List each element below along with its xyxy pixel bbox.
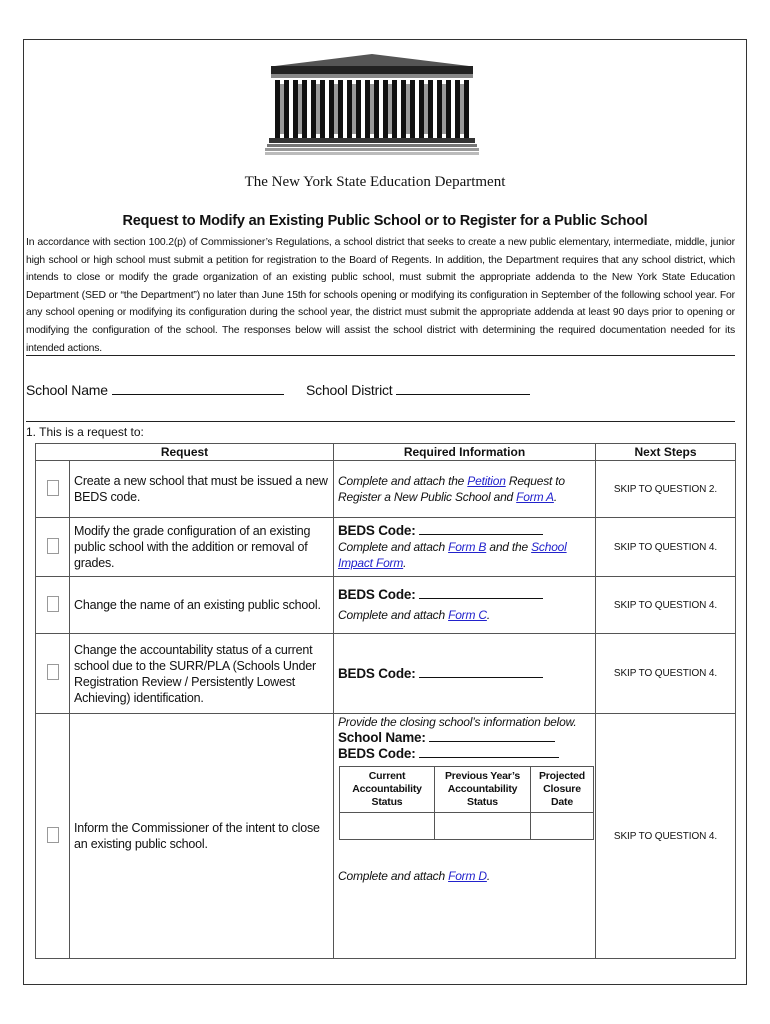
- request-text: Inform the Commissioner of the intent to close an existing public school.: [70, 714, 334, 959]
- request-table: [35, 443, 736, 959]
- intro-paragraph: In accordance with section 100.2(p) of Commissioner’s Regulations, a school district that seeks to create a new public elementary, intermediate, middle, junior high school or high school must submit a petition for registration to the Board of Regents. In addition, the Department requires that any school district, which intends to close or modify the grade organization of an existing public school, must submit the appropriate addenda to the New York State Education Department (SED or “the Department”) no later than June 15th for schools opening or modifying its configuration in September of the following school year. For any school opening or modifying its configuration during the school year, the district must submit the appropriate addenda at least 90 days prior to opening or modifying the configuration of the school. The responses below will assist the school district with determining the required documentation needed for its intended actions.: [26, 237, 735, 354]
- closing-info-instructions: Provide the closing school’s information below.: [338, 715, 577, 729]
- required-info: Provide the closing school’s information below. School Name: BEDS Code: Current Accountability Status Previous Year’s Accountability Status Projected Closure Date Complete and attach Form D.: [334, 714, 596, 959]
- next-step: SKIP TO QUESTION 4.: [596, 518, 736, 577]
- question-1-label: 1. This is a request to:: [26, 425, 144, 439]
- checkbox[interactable]: [47, 538, 59, 554]
- required-info: BEDS Code: Complete and attach Form B and the School Impact Form.: [334, 518, 596, 577]
- beds-code-input[interactable]: [419, 747, 559, 758]
- department-name: The New York State Education Department: [244, 174, 506, 190]
- header-closure-date: Projected Closure Date: [531, 767, 594, 813]
- previous-status-input[interactable]: [435, 813, 531, 840]
- request-text: Create a new school that must be issued a new BEDS code.: [70, 461, 334, 518]
- request-text: Change the name of an existing public school.: [70, 577, 334, 634]
- header-current-status: Current Accountability Status: [340, 767, 435, 813]
- header-required-info: Required Information: [334, 444, 596, 461]
- closing-school-name-input[interactable]: [429, 731, 555, 742]
- required-info: Complete and attach the Petition Request to Register a New Public School and Form A.: [334, 461, 596, 518]
- divider: [26, 421, 735, 422]
- divider: [26, 355, 735, 356]
- next-step: SKIP TO QUESTION 2.: [596, 461, 736, 518]
- table-row: [36, 577, 736, 634]
- required-info: BEDS Code: Complete and attach Form C.: [334, 577, 596, 634]
- form-c-link[interactable]: Form C: [448, 608, 487, 622]
- beds-code-input[interactable]: [419, 524, 543, 535]
- beds-code-label: BEDS Code:: [338, 746, 416, 761]
- header-next-steps: Next Steps: [596, 444, 736, 461]
- table-row: [36, 461, 736, 518]
- request-text: Modify the grade configuration of an existing public school with the addition or removal of grades.: [70, 518, 334, 577]
- checkbox[interactable]: [47, 827, 59, 843]
- school-impact-form-link[interactable]: School Impact Form: [338, 540, 567, 570]
- school-district-label: School District: [306, 382, 393, 398]
- form-a-link[interactable]: Form A: [516, 490, 554, 504]
- request-text: Change the accountability status of a current school due to the SURR/PLA (Schools Under Registration Review / Persistently Lowest Achieving) identification.: [70, 634, 334, 714]
- next-step: SKIP TO QUESTION 4.: [596, 634, 736, 714]
- checkbox[interactable]: [47, 664, 59, 680]
- table-row: [36, 518, 736, 577]
- required-info: [334, 634, 596, 714]
- table-row: [36, 634, 736, 714]
- school-district-input[interactable]: [396, 380, 530, 395]
- closure-date-input[interactable]: [531, 813, 594, 840]
- school-name-field[interactable]: [26, 380, 284, 398]
- school-name-label: School Name: [26, 382, 108, 398]
- checkbox[interactable]: [47, 480, 59, 496]
- checkbox[interactable]: [47, 596, 59, 612]
- form-b-link[interactable]: Form B: [448, 540, 487, 554]
- page-title: Request to Modify an Existing Public School or to Register for a Public School: [122, 213, 648, 229]
- beds-code-label: BEDS Code:: [338, 665, 416, 681]
- beds-code-label: BEDS Code:: [338, 523, 416, 538]
- accountability-table: [339, 766, 594, 840]
- next-step: SKIP TO QUESTION 4.: [596, 577, 736, 634]
- beds-code-label: BEDS Code:: [338, 587, 416, 602]
- form-d-link[interactable]: Form D: [448, 869, 487, 883]
- school-name-label: School Name:: [338, 730, 426, 745]
- school-name-input[interactable]: [112, 380, 284, 395]
- beds-code-input[interactable]: [419, 667, 543, 678]
- current-status-input[interactable]: [340, 813, 435, 840]
- header-request: Request: [36, 444, 334, 461]
- beds-code-input[interactable]: [419, 588, 543, 599]
- next-step: SKIP TO QUESTION 4.: [596, 714, 736, 959]
- petition-link[interactable]: Petition: [467, 474, 506, 488]
- school-district-field[interactable]: [306, 380, 530, 398]
- table-row: [36, 714, 736, 959]
- header-previous-status: Previous Year’s Accountability Status: [435, 767, 531, 813]
- education-building-logo: [265, 52, 479, 167]
